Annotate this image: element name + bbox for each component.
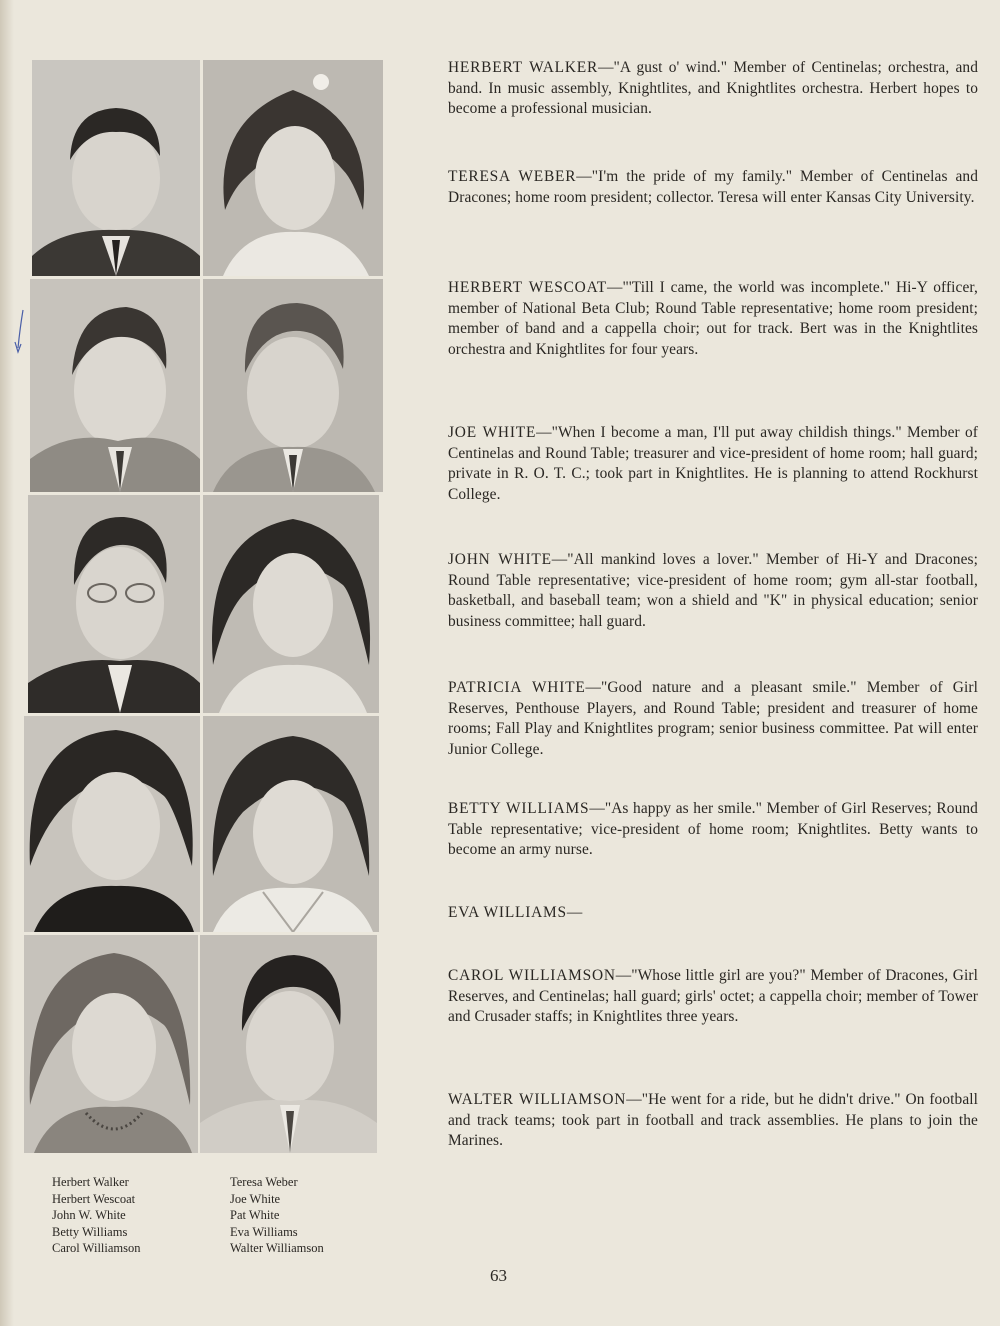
caption-name: Teresa Weber bbox=[230, 1175, 298, 1189]
bio-name: PATRICIA WHITE bbox=[448, 679, 586, 696]
caption-name: Eva Williams bbox=[230, 1224, 298, 1239]
bio-name: TERESA WEBER bbox=[448, 168, 577, 185]
portrait-patricia-white bbox=[203, 495, 379, 713]
bio-text: —"'Till I came, the world was incomplete." Hi-Y officer, member of National Beta Club; Round Table representative; home room president; member of band and a cappella choir; out for track. Bert was in the Knightlites orchestra and Knightlites for four years. bbox=[448, 279, 978, 358]
bio-herbert-wescoat bbox=[448, 278, 978, 360]
caption-column-right bbox=[230, 1174, 324, 1257]
bio-joe-white bbox=[448, 423, 978, 505]
caption-name: Herbert Walker bbox=[52, 1175, 129, 1189]
portrait-herbert-walker bbox=[32, 60, 200, 276]
bio-name: HERBERT WESCOAT bbox=[448, 279, 608, 296]
caption-name: Betty Williams bbox=[52, 1224, 128, 1239]
bio-text: —"Whose little girl are you?" Member of Dracones, Girl Reserves, and Centinelas; hall guard; girls' octet; a cappella choir; member of Tower and Crusader staffs; in Knightlites three years. bbox=[448, 967, 978, 1026]
bio-betty-williams bbox=[448, 799, 978, 861]
bio-john-white bbox=[448, 550, 978, 632]
bio-text: —"All mankind loves a lover." Member of Hi-Y and Dracones; Round Table representative; vice-president of home room; gym all-star football, basketball, and baseball team; won a shield and "K" in physical education; senior business committee; hall guard. bbox=[448, 551, 978, 630]
portrait-teresa-weber bbox=[203, 60, 383, 276]
bio-walter-williamson bbox=[448, 1090, 978, 1152]
bio-eva-williams bbox=[448, 903, 978, 924]
caption-name: Walter Williamson bbox=[230, 1241, 324, 1256]
portrait-carol-williamson bbox=[24, 935, 198, 1153]
bio-text: —"When I become a man, I'll put away childish things." Member of Centinelas and Round Table; treasurer and vice-president of home room; hall guard; private in R. O. T. C.; took part in Knightlites. He is planning to attend Rockhurst College. bbox=[448, 424, 979, 503]
bio-patricia-white bbox=[448, 678, 978, 760]
bio-name: EVA WILLIAMS bbox=[448, 904, 567, 921]
bio-name: CAROL WILLIAMSON bbox=[448, 967, 616, 984]
bio-name: JOE WHITE bbox=[448, 424, 537, 441]
pencil-check-mark bbox=[12, 308, 26, 358]
bio-name: BETTY WILLIAMS bbox=[448, 800, 590, 817]
portrait-betty-williams bbox=[24, 716, 200, 932]
bio-text: —"Good nature and a pleasant smile." Member of Girl Reserves, Penthouse Players, and Round Table; president and treasurer of home rooms; Fall Play and Knightlites program; senior business committee. Pat will enter Junior College. bbox=[448, 679, 979, 758]
caption-name: Carol Williamson bbox=[52, 1241, 141, 1256]
bio-text: —"As happy as her smile." Member of Girl Reserves; Round Table representative; vice-president of home room; Knightlites. Betty wants to become an army nurse. bbox=[448, 800, 978, 859]
portrait-herbert-wescoat bbox=[30, 279, 200, 492]
portrait-joe-white bbox=[203, 279, 383, 492]
caption-name: Pat White bbox=[230, 1208, 280, 1223]
bio-text: —"A gust o' wind." Member of Centinelas; orchestra, and band. In music assembly, Knightlites, and Knightlites orchestra. Herbert hopes to become a professional musician. bbox=[448, 59, 978, 118]
caption-name: John W. White bbox=[52, 1208, 126, 1223]
page-number: 63 bbox=[490, 1266, 507, 1285]
bio-name: HERBERT WALKER bbox=[448, 59, 599, 76]
caption-name: Herbert Wescoat bbox=[52, 1191, 136, 1206]
bio-text: —"He went for a ride, but he didn't drive." On football and track teams; took part in football and track assemblies. He plans to join the Marines. bbox=[448, 1091, 978, 1150]
bio-teresa-weber bbox=[448, 167, 978, 208]
portrait-walter-williamson bbox=[200, 935, 377, 1153]
bio-herbert-walker bbox=[448, 58, 978, 120]
caption-name: Joe White bbox=[230, 1191, 281, 1206]
bio-text: — bbox=[566, 904, 583, 921]
bio-carol-williamson bbox=[448, 966, 978, 1028]
page-binding-edge bbox=[0, 0, 14, 1326]
bio-name: WALTER WILLIAMSON bbox=[448, 1091, 627, 1108]
caption-column-left bbox=[52, 1174, 141, 1257]
portrait-eva-williams bbox=[203, 716, 379, 932]
bio-text: —"I'm the pride of my family." Member of Centinelas and Dracones; home room president; collector. Teresa will enter Kansas City University. bbox=[448, 168, 978, 206]
portrait-john-white bbox=[28, 495, 200, 713]
bio-name: JOHN WHITE bbox=[448, 551, 552, 568]
